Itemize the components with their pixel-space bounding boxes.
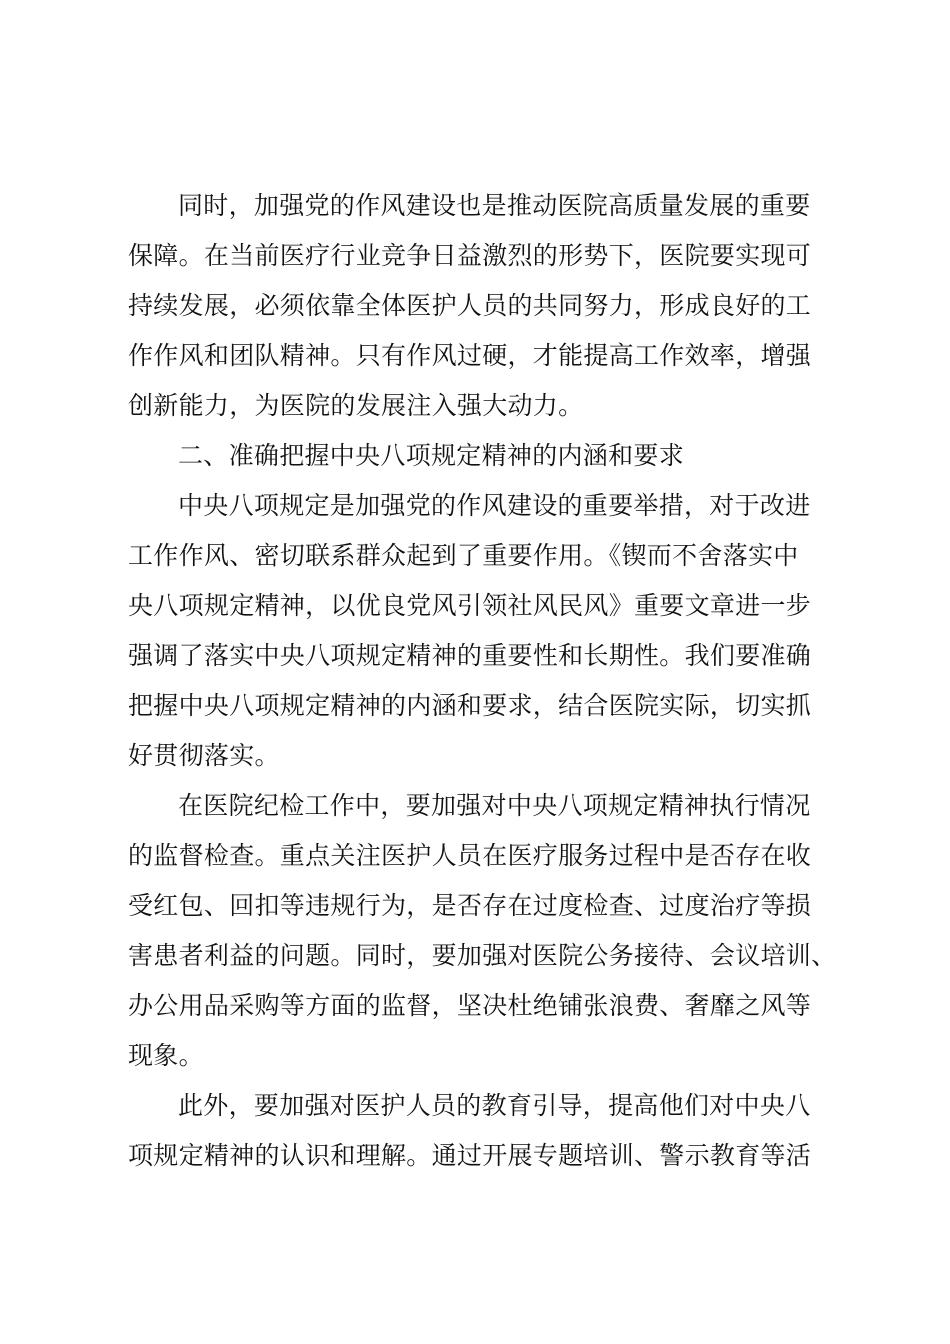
text-line: 强调了落实中央八项规定精神的重要性和长期性。我们要准确 <box>128 641 812 670</box>
text-line: 工作作风、密切联系群众起到了重要作用。《锲而不舍落实中 <box>128 541 799 570</box>
text-line: 办公用品采购等方面的监督，坚决杜绝铺张浪费、奢靡之风等 <box>128 991 812 1020</box>
text-line: 的监督检查。重点关注医护人员在医疗服务过程中是否存在收 <box>128 841 812 870</box>
text-line: 此外，要加强对医护人员的教育引导，提高他们对中央八 <box>178 1091 811 1120</box>
text-line: 作作风和团队精神。只有作风过硬，才能提高工作效率，增强 <box>128 341 812 370</box>
text-line: 中央八项规定是加强党的作风建设的重要举措，对于改进 <box>178 491 811 520</box>
text-line: 持续发展，必须依靠全体医护人员的共同努力，形成良好的工 <box>128 291 812 320</box>
text-line: 受红包、回扣等违规行为，是否存在过度检查、过度治疗等损 <box>128 891 812 920</box>
text-line: 创新能力，为医院的发展注入强大动力。 <box>128 391 584 420</box>
text-line: 保障。在当前医疗行业竞争日益激烈的形势下，医院要实现可 <box>128 241 812 270</box>
text-line: 在医院纪检工作中，要加强对中央八项规定精神执行情况 <box>178 791 811 820</box>
text-line: 现象。 <box>128 1041 204 1070</box>
text-line: 好贯彻落实。 <box>128 741 280 770</box>
text-line: 同时，加强党的作风建设也是推动医院高质量发展的重要 <box>178 191 811 220</box>
text-line: 把握中央八项规定精神的内涵和要求，结合医院实际，切实抓 <box>128 691 812 720</box>
text-line: 害患者利益的问题。同时，要加强对医院公务接待、会议培训、 <box>128 941 837 970</box>
text-line: 央八项规定精神，以优良党风引领社风民风》重要文章进一步 <box>128 591 812 620</box>
section-heading: 二、准确把握中央八项规定精神的内涵和要求 <box>178 441 685 470</box>
text-line: 项规定精神的认识和理解。通过开展专题培训、警示教育等活 <box>128 1141 812 1170</box>
